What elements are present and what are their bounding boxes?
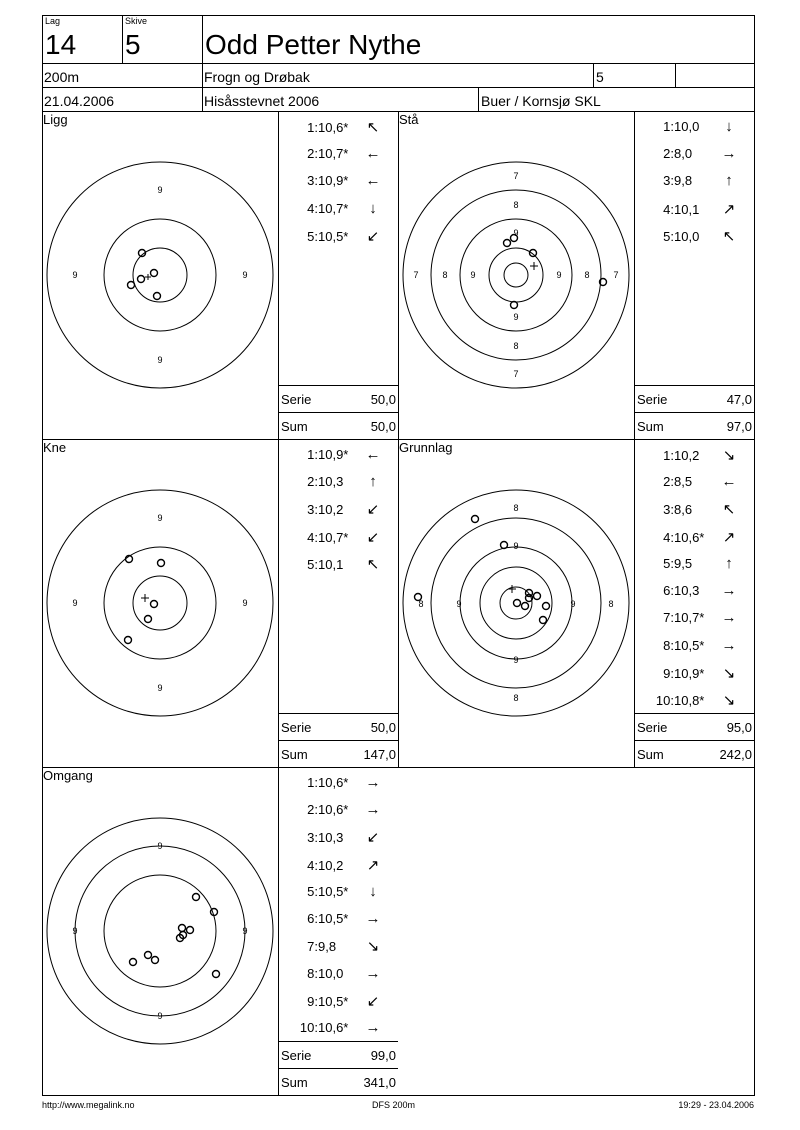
direction-arrow-icon: ↙ (366, 228, 380, 245)
shot-row: 3:8,6 ↖ (652, 500, 740, 518)
shot-hole (501, 542, 508, 549)
direction-arrow-icon: ↘ (722, 692, 736, 709)
direction-arrow-icon: → (365, 801, 381, 818)
shot-hole (187, 927, 194, 934)
shot-hole (151, 601, 158, 608)
shot-hole (514, 600, 521, 607)
shot-row: 4:10,7* ↓ (300, 200, 384, 217)
direction-arrow-icon: ↗ (366, 857, 380, 874)
shot-row: 1:10,0 ↓ (656, 118, 740, 135)
shot-hole (158, 560, 165, 567)
direction-arrow-icon: → (365, 965, 381, 982)
target-kne (46, 489, 274, 717)
direction-arrow-icon: → (365, 1019, 381, 1036)
ring-label: 8 (584, 270, 590, 280)
shot-row: 8:10,0 → (296, 965, 384, 982)
center-cross (508, 585, 516, 593)
ring-label: 9 (157, 1011, 163, 1021)
direction-arrow-icon: ← (365, 446, 381, 463)
direction-arrow-icon: ↓ (369, 200, 377, 217)
center-cross (141, 594, 149, 602)
ring-label: 9 (157, 513, 163, 523)
direction-arrow-icon: → (721, 145, 737, 162)
serie-label: Serie (637, 392, 668, 407)
ring-label: 9 (157, 683, 163, 693)
direction-arrow-icon: ← (365, 172, 381, 189)
shooter-name: Odd Petter Nythe (205, 29, 422, 60)
shot-row: 4:10,2 ↗ (296, 856, 384, 874)
ring-label: 9 (513, 228, 519, 238)
shot-hole (530, 250, 537, 257)
ring-label: 8 (513, 693, 519, 703)
shot-hole (534, 593, 541, 600)
direction-arrow-icon: ↗ (722, 529, 736, 546)
ring-label: 8 (513, 503, 519, 513)
direction-arrow-icon: ← (721, 473, 737, 490)
serie-label: Serie (281, 392, 312, 407)
ring-label: 8 (418, 599, 424, 609)
direction-arrow-icon: → (365, 774, 381, 791)
ring-label: 7 (613, 270, 619, 280)
event-name: Hisåsstevnet 2006 (204, 93, 320, 109)
direction-arrow-icon: ↙ (366, 501, 380, 518)
ring-label: 7 (413, 270, 419, 280)
shot-row: 7:9,8 ↘ (296, 937, 384, 955)
direction-arrow-icon: ↓ (725, 118, 733, 135)
serie-label: Serie (281, 720, 312, 735)
ring-label: 8 (442, 270, 448, 280)
shot-hole (145, 616, 152, 623)
direction-arrow-icon: → (721, 582, 737, 599)
direction-arrow-icon: ↖ (366, 119, 380, 136)
shot-hole (130, 959, 137, 966)
ring-label: 9 (242, 598, 248, 608)
direction-arrow-icon: → (721, 609, 737, 626)
shot-hole (472, 516, 479, 523)
direction-arrow-icon: ↙ (366, 829, 380, 846)
serie-label: Serie (281, 1048, 312, 1063)
direction-arrow-icon: ↙ (366, 529, 380, 546)
ring-label: 9 (242, 926, 248, 936)
ring-label: 9 (513, 541, 519, 551)
sum-label: Sum (281, 419, 308, 434)
ring-label: 9 (157, 185, 163, 195)
serie-value: 50,0 (370, 720, 396, 735)
direction-arrow-icon: ↓ (369, 883, 377, 900)
shot-row: 9:10,5* ↙ (296, 992, 384, 1010)
shot-row: 5:9,5 ↑ (652, 555, 740, 572)
shot-row: 1:10,2 ↘ (652, 446, 740, 464)
shot-hole (193, 894, 200, 901)
panel-title-sta: Stå (399, 112, 419, 127)
ring-label: 8 (608, 599, 614, 609)
shot-hole (154, 293, 161, 300)
direction-arrow-icon: ← (365, 145, 381, 162)
center-cross (530, 262, 538, 270)
shot-row: 5:10,1 ↖ (300, 555, 384, 573)
club: Frogn og Drøbak (204, 69, 310, 85)
ring-label: 9 (72, 598, 78, 608)
shot-row: 1:10,6* → (296, 774, 384, 791)
panel-title-omgang: Omgang (43, 768, 93, 783)
center-cross (145, 274, 151, 280)
serie-value: 50,0 (370, 392, 396, 407)
shot-row: 3:10,9* ← (300, 172, 384, 189)
direction-arrow-icon: ↗ (722, 201, 736, 218)
class: 5 (596, 69, 604, 85)
shot-row: 3:10,2 ↙ (300, 500, 384, 518)
direction-arrow-icon: ↑ (725, 172, 733, 189)
shot-hole (543, 603, 550, 610)
direction-arrow-icon: ↑ (369, 473, 377, 490)
shot-row: 3:9,8 ↑ (656, 172, 740, 189)
shot-row: 3:10,3 ↙ (296, 828, 384, 846)
shot-row: 10:10,6* → (296, 1019, 384, 1036)
date: 21.04.2006 (44, 93, 115, 109)
shot-hole (522, 603, 529, 610)
ring-label: 9 (157, 841, 163, 851)
ring-label: 9 (513, 655, 519, 665)
ring-label: 8 (513, 341, 519, 351)
serie-value: 95,0 (726, 720, 752, 735)
skive-label: Skive (125, 16, 148, 26)
panel-title-ligg: Ligg (43, 112, 68, 127)
shot-hole (511, 302, 518, 309)
shot-hole (145, 952, 152, 959)
ring-label: 9 (157, 355, 163, 365)
ring-label: 9 (242, 270, 248, 280)
footer-program: DFS 200m (372, 1100, 416, 1110)
ring-label: 9 (72, 270, 78, 280)
shot-row: 2:8,0 → (656, 145, 740, 162)
shot-row: 4:10,1 ↗ (656, 200, 740, 218)
shot-hole (179, 925, 186, 932)
sum-label: Sum (281, 747, 308, 762)
sum-value: 341,0 (363, 1075, 396, 1090)
shot-hole (128, 282, 135, 289)
shot-hole (151, 270, 158, 277)
direction-arrow-icon: ↖ (722, 501, 736, 518)
shot-hole (138, 276, 145, 283)
panel-title-kne: Kne (43, 440, 67, 455)
ring-label: 8 (513, 200, 519, 210)
sum-label: Sum (637, 747, 664, 762)
direction-arrow-icon: ↖ (366, 556, 380, 573)
sum-value: 242,0 (719, 747, 752, 762)
direction-arrow-icon: ↘ (722, 665, 736, 682)
ring-label: 9 (72, 926, 78, 936)
direction-arrow-icon: → (365, 910, 381, 927)
shot-row: 5:10,5* ↙ (300, 227, 384, 245)
serie-label: Serie (637, 720, 668, 735)
sum-value: 50,0 (370, 419, 396, 434)
distance: 200m (44, 69, 80, 85)
shot-row: 4:10,7* ↙ (300, 528, 384, 546)
shot-row: 7:10,7* → (652, 609, 740, 626)
shot-row: 8:10,5* → (652, 637, 740, 654)
direction-arrow-icon: ↙ (366, 993, 380, 1010)
shot-row: 9:10,9* ↘ (652, 664, 740, 682)
direction-arrow-icon: → (721, 637, 737, 654)
shot-row: 2:10,3 ↑ (300, 473, 384, 490)
ring-label: 9 (556, 270, 562, 280)
organizer: Buer / Kornsjø SKL (481, 93, 601, 109)
shot-hole (213, 971, 220, 978)
lag-number: 14 (45, 29, 77, 60)
panel-title-grunnlag: Grunnlag (399, 440, 453, 455)
shot-row: 5:10,5* ↓ (296, 883, 384, 900)
shot-hole (152, 957, 159, 964)
ring-label: 9 (456, 599, 462, 609)
serie-value: 47,0 (726, 392, 752, 407)
target-grunnlag (402, 489, 630, 717)
ring-label: 9 (470, 270, 476, 280)
shot-hole (540, 617, 547, 624)
shot-row: 1:10,9* ← (300, 446, 384, 463)
sum-label: Sum (637, 419, 664, 434)
serie-value: 99,0 (370, 1048, 396, 1063)
footer-url[interactable]: http://www.megalink.no (42, 1100, 135, 1110)
shot-row: 1:10,6* ↖ (300, 118, 384, 136)
ring-label: 9 (570, 599, 576, 609)
footer-printed: 19:29 - 23.04.2006 (678, 1100, 754, 1110)
shot-hole (504, 240, 511, 247)
shot-hole (125, 637, 132, 644)
shot-row: 2:8,5 ← (652, 473, 740, 490)
shot-row: 6:10,3 → (652, 582, 740, 599)
target-ligg (46, 161, 274, 389)
direction-arrow-icon: ↑ (725, 555, 733, 572)
direction-arrow-icon: ↘ (366, 938, 380, 955)
direction-arrow-icon: ↘ (722, 447, 736, 464)
shot-row: 4:10,6* ↗ (652, 528, 740, 546)
shot-row: 10:10,8* ↘ (652, 691, 740, 709)
shot-row: 6:10,5* → (296, 910, 384, 927)
skive-number: 5 (125, 29, 141, 60)
sum-label: Sum (281, 1075, 308, 1090)
sum-value: 97,0 (726, 419, 752, 434)
lag-label: Lag (45, 16, 61, 26)
shot-row: 5:10,0 ↖ (656, 227, 740, 245)
ring-label: 9 (513, 312, 519, 322)
target-omgang (46, 817, 274, 1045)
shot-row: 2:10,6* → (296, 801, 384, 818)
sum-value: 147,0 (363, 747, 396, 762)
ring-label: 7 (513, 171, 519, 181)
direction-arrow-icon: ↖ (722, 228, 736, 245)
target-sta (402, 161, 630, 389)
shot-row: 2:10,7* ← (300, 145, 384, 162)
ring-label: 7 (513, 369, 519, 379)
